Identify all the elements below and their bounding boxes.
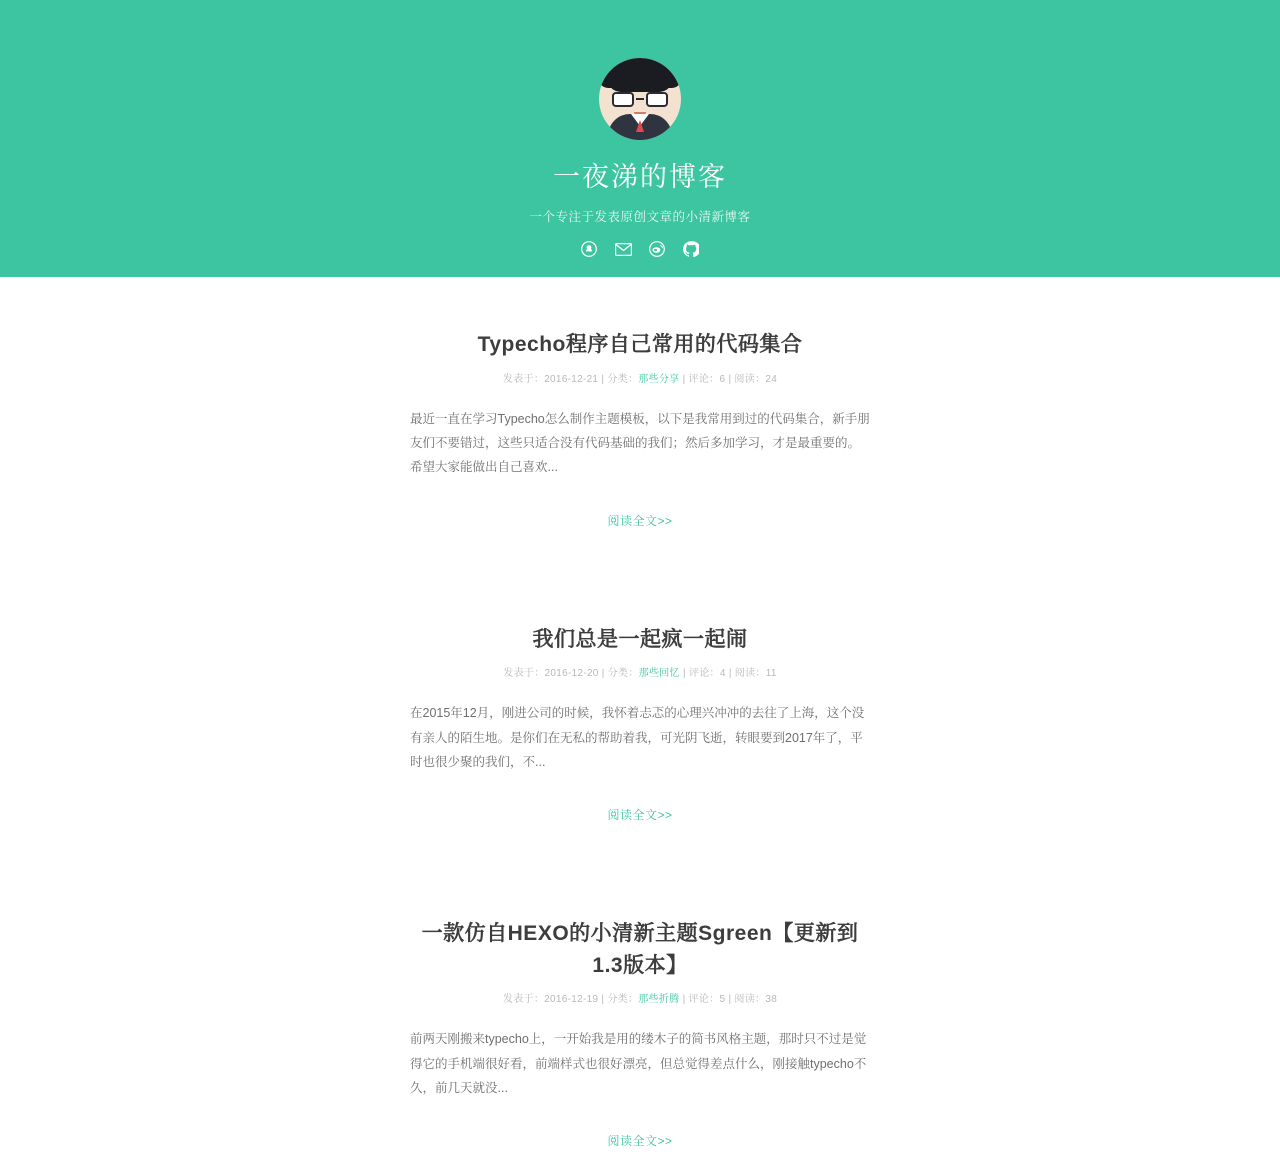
post-item [410, 329, 870, 542]
weibo-icon[interactable] [647, 239, 667, 259]
post-meta [410, 664, 870, 679]
post-views-label: | 阅读： [728, 994, 766, 1006]
glasses-icon [610, 92, 670, 107]
nav-item-home[interactable]: 首页 [463, 286, 492, 302]
post-category-label: | 分类： [601, 668, 639, 680]
post-views: 38 [765, 994, 778, 1006]
post-comments-label: | 评论： [682, 373, 720, 385]
avatar-hair [599, 58, 681, 88]
post-meta [410, 370, 870, 385]
post-date: 2016-12-21 [544, 373, 599, 385]
read-more-link[interactable]: 阅读全文>> [607, 1134, 673, 1149]
read-more-wrap [410, 806, 870, 824]
avatar [599, 58, 681, 140]
post-views: 24 [765, 373, 778, 385]
post-meta [410, 990, 870, 1005]
nav-item-archive[interactable]: 归档 [571, 286, 600, 302]
post-category-label: | 分类： [601, 373, 639, 385]
post-excerpt: 最近一直在学习Typecho怎么制作主题模板，以下是我常用到过的代码集合，新手朋友们不要错过，这些只适合没有代码基础的我们；然后多加学习，才是最重要的。希望大家能做出自己喜欢... [410, 411, 870, 475]
post-date-label: 发表于： [502, 373, 545, 385]
post-separator [0, 836, 1280, 898]
main-nav [0, 277, 1280, 308]
post-category[interactable]: 那些分享 [638, 373, 680, 385]
post-date: 2016-12-19 [544, 994, 599, 1006]
post-comments: 6 [719, 373, 726, 385]
post-separator [0, 542, 1280, 604]
post-excerpt: 前两天刚搬来typecho上，一开始我是用的缕木子的简书风格主题，那时只不过是觉得它的手机端很好看，前端样式也很好漂亮，但总觉得差点什么，刚接触typecho不久，前几天就没... [410, 1032, 867, 1095]
post-comments: 5 [719, 994, 726, 1006]
post-date-label: 发表于： [502, 994, 545, 1006]
post-list [0, 277, 1280, 1162]
read-more-link[interactable]: 阅读全文>> [607, 808, 673, 823]
read-more-wrap [410, 512, 870, 530]
post-date-label: 发表于： [503, 668, 545, 680]
site-subtitle: 一个专注于发表原创文章的小清新博客 [529, 210, 751, 225]
site-header [0, 0, 1280, 302]
post-views: 11 [765, 668, 777, 680]
site-title: 一夜涕的博客 [553, 162, 727, 192]
post-comments-label: | 评论： [682, 994, 720, 1006]
github-icon[interactable] [681, 239, 701, 259]
post-item [410, 918, 870, 1162]
post-comments: 4 [719, 668, 726, 680]
social-links [0, 239, 1280, 259]
post-title[interactable]: 我们总是一起疯一起闹 [532, 627, 748, 651]
nav-item-links[interactable]: 友链 [680, 286, 709, 302]
nav-item-about[interactable]: 关于 [788, 286, 817, 302]
post-excerpt: 在2015年12月，刚进公司的时候，我怀着忐忑的心理兴冲冲的去往了上海，这个没有亲人的陌生地。是你们在无私的帮助着我，可光阴飞逝，转眼要到2017年了，平时也很少聚的我们，不... [410, 706, 865, 769]
post-category[interactable]: 那些折腾 [638, 994, 680, 1006]
read-more-link[interactable]: 阅读全文>> [607, 513, 673, 528]
qq-icon[interactable] [579, 239, 599, 259]
post-category[interactable]: 那些回忆 [638, 668, 680, 680]
post-comments-label: | 评论： [682, 668, 720, 680]
post-views-label: | 阅读： [728, 668, 766, 680]
post-title[interactable]: 一款仿自HEXO的小清新主题Sgreen【更新到1.3版本】 [421, 922, 859, 977]
post-date: 2016-12-20 [544, 668, 599, 680]
post-item [410, 624, 870, 837]
post-category-label: | 分类： [601, 994, 639, 1006]
post-title[interactable]: Typecho程序自己常用的代码集合 [477, 333, 803, 356]
read-more-wrap [410, 1132, 870, 1150]
post-views-label: | 阅读： [728, 373, 766, 385]
mail-icon[interactable] [613, 239, 633, 259]
